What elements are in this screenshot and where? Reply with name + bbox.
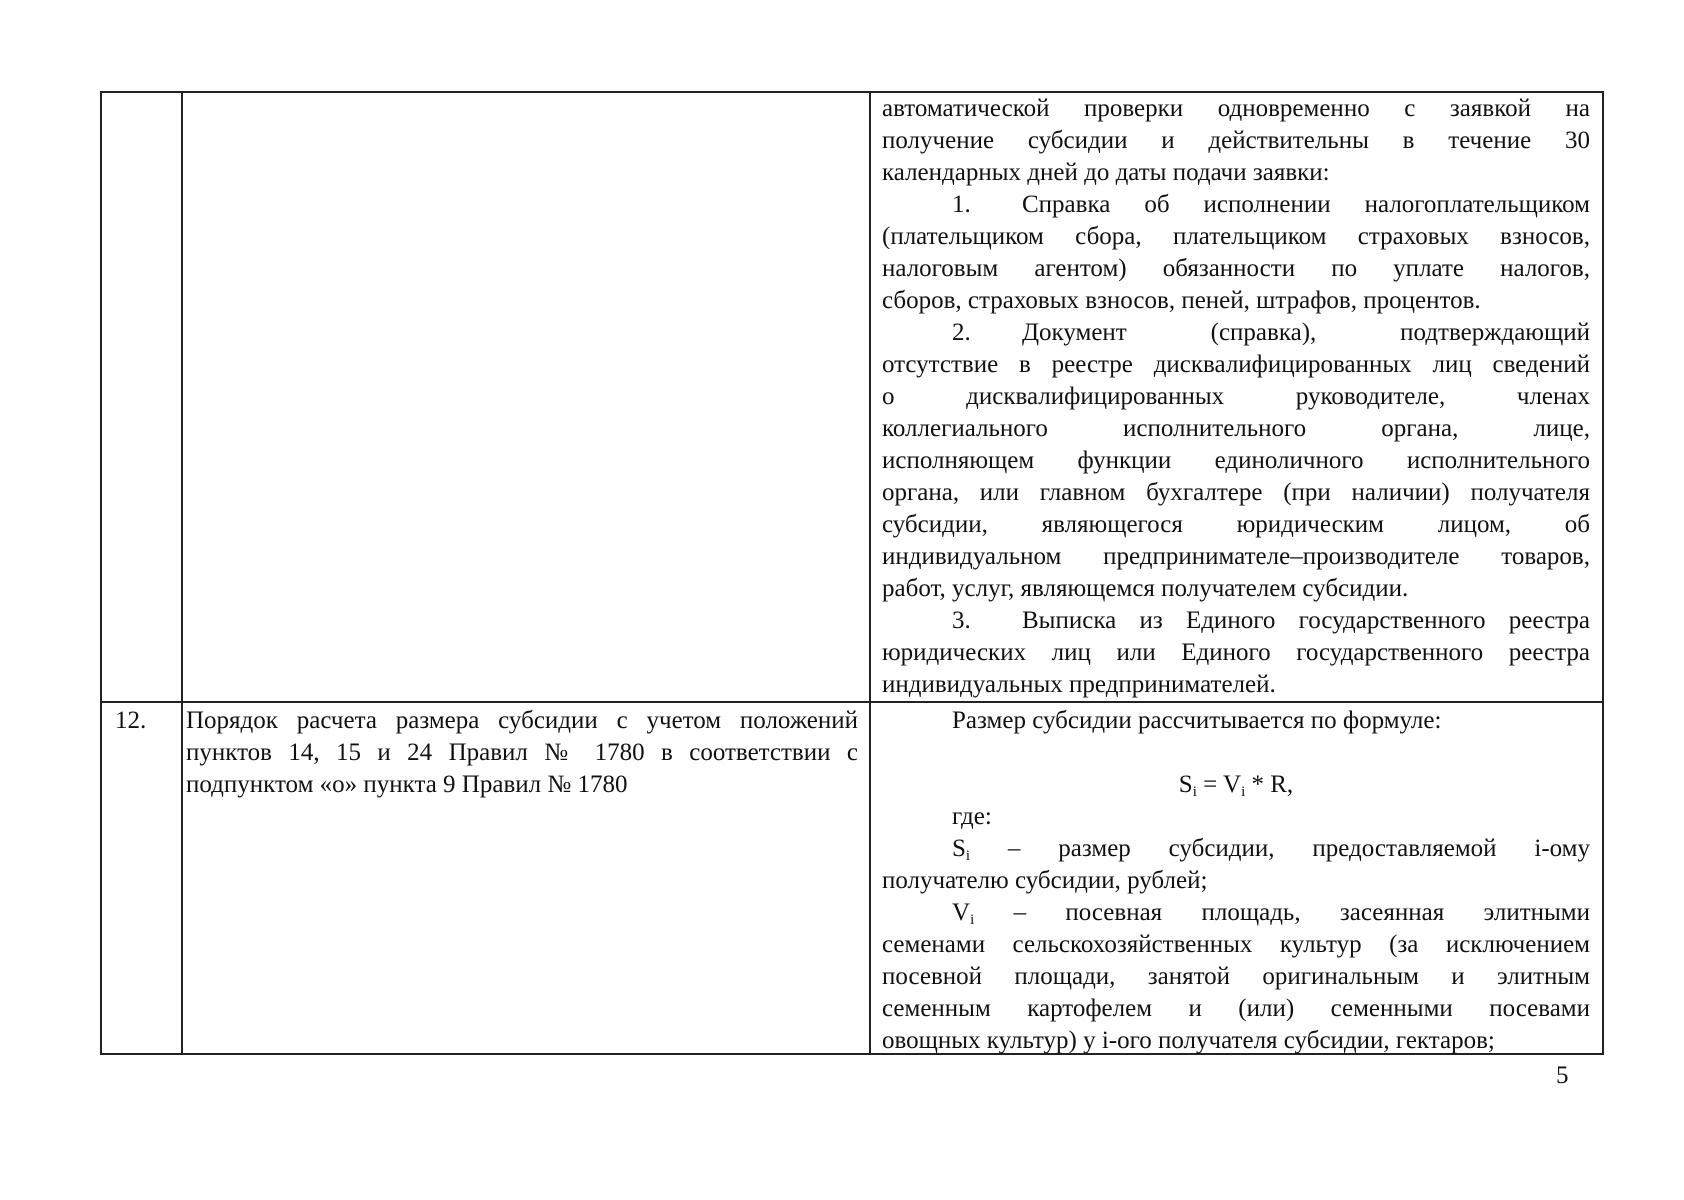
v-definition-line: овощных культур) у i-ого получателя субсидии, гектаров; [882, 1027, 1495, 1054]
formula-s: S [1178, 771, 1193, 798]
list-text: Документ (справка), подтверждающий [1022, 319, 1590, 346]
v-definition-line: посевной площади, занятой оригинальным и элитным [882, 963, 1590, 990]
s-def-text: – размер субсидии, предоставляемой i-ому [970, 835, 1590, 862]
column-divider-2 [869, 91, 871, 1055]
text-line: о дисквалифицированных руководителе, членах [882, 383, 1590, 410]
v-def-text: – посевная площадь, засеянная элитными [974, 899, 1590, 926]
list-item [952, 189, 1590, 221]
row-title-line: Порядок расчета размера субсидии с учетом положений [186, 707, 858, 734]
text-line: автоматической проверки одновременно с заявкой на [882, 95, 1590, 122]
v-definition [882, 897, 1590, 929]
text-line: получение субсидии и действительны в течение 30 [882, 127, 1590, 154]
v-definition-line: семенным картофелем и (или) семенными посевами [882, 995, 1590, 1022]
list-text: Справка об исполнении налогоплательщиком [1022, 191, 1590, 218]
text-line: исполняющем функции единоличного исполнительного [882, 447, 1590, 474]
column-divider-1 [181, 91, 183, 1055]
page-number: 5 [1556, 1062, 1569, 1089]
v-symbol: V [952, 899, 971, 926]
text-line: органа, или главном бухгалтере (при наличии) получателя [882, 479, 1590, 506]
list-number: 3. [952, 607, 971, 634]
row-number: 12. [115, 707, 147, 734]
text-line: налоговым агентом) обязанности по уплате налогов, [882, 255, 1590, 282]
v-definition-line: семенами сельскохозяйственных культур (за исключением [882, 931, 1590, 958]
list-number: 2. [952, 319, 971, 346]
formula-sub: i [1192, 784, 1197, 800]
formula-sub: i [1241, 784, 1246, 800]
table-right-border [1602, 91, 1604, 1055]
row-title-line: подпунктом «о» пункта 9 Правил № 1780 [186, 771, 628, 798]
text-line: (плательщиком сбора, плательщиком страховых взносов, [882, 223, 1590, 250]
s-symbol: S [952, 835, 966, 862]
list-text: Выписка из Единого государственного реестра [1022, 607, 1590, 634]
text-line: субсидии, являющегося юридическим лицом, об [882, 511, 1590, 538]
text-line: отсутствие в реестре дисквалифицированных лиц сведений [882, 351, 1590, 378]
text-line: индивидуальных предпринимателей. [882, 671, 1276, 698]
where-label: где: [952, 803, 992, 830]
list-item [952, 317, 1590, 349]
formula-eq: = V [1196, 771, 1242, 798]
v-sub: i [970, 912, 975, 928]
s-definition [882, 833, 1590, 865]
formula-intro: Размер субсидии рассчитывается по формуле: [952, 707, 1442, 734]
table-left-border [100, 91, 102, 1055]
formula-rest: * R, [1245, 771, 1294, 798]
text-line: работ, услуг, являющемся получателем субсидии. [882, 575, 1409, 602]
formula [882, 769, 1590, 801]
s-sub: i [965, 848, 971, 864]
row-title-line: пунктов 14, 15 и 24 Правил № 1780 в соответствии с [186, 739, 858, 766]
list-item [952, 605, 1590, 637]
list-number: 1. [952, 191, 971, 218]
text-line: сборов, страховых взносов, пеней, штрафов, процентов. [882, 287, 1481, 314]
text-line: календарных дней до даты подачи заявки: [882, 159, 1330, 186]
text-line: коллегиального исполнительного органа, лице, [882, 415, 1590, 442]
text-line: индивидуальном предпринимателе–производителе товаров, [882, 543, 1590, 570]
s-definition-cont: получателю субсидии, рублей; [882, 867, 1208, 894]
row-divider [100, 701, 1604, 703]
text-line: юридических лиц или Единого государственного реестра [882, 639, 1590, 666]
